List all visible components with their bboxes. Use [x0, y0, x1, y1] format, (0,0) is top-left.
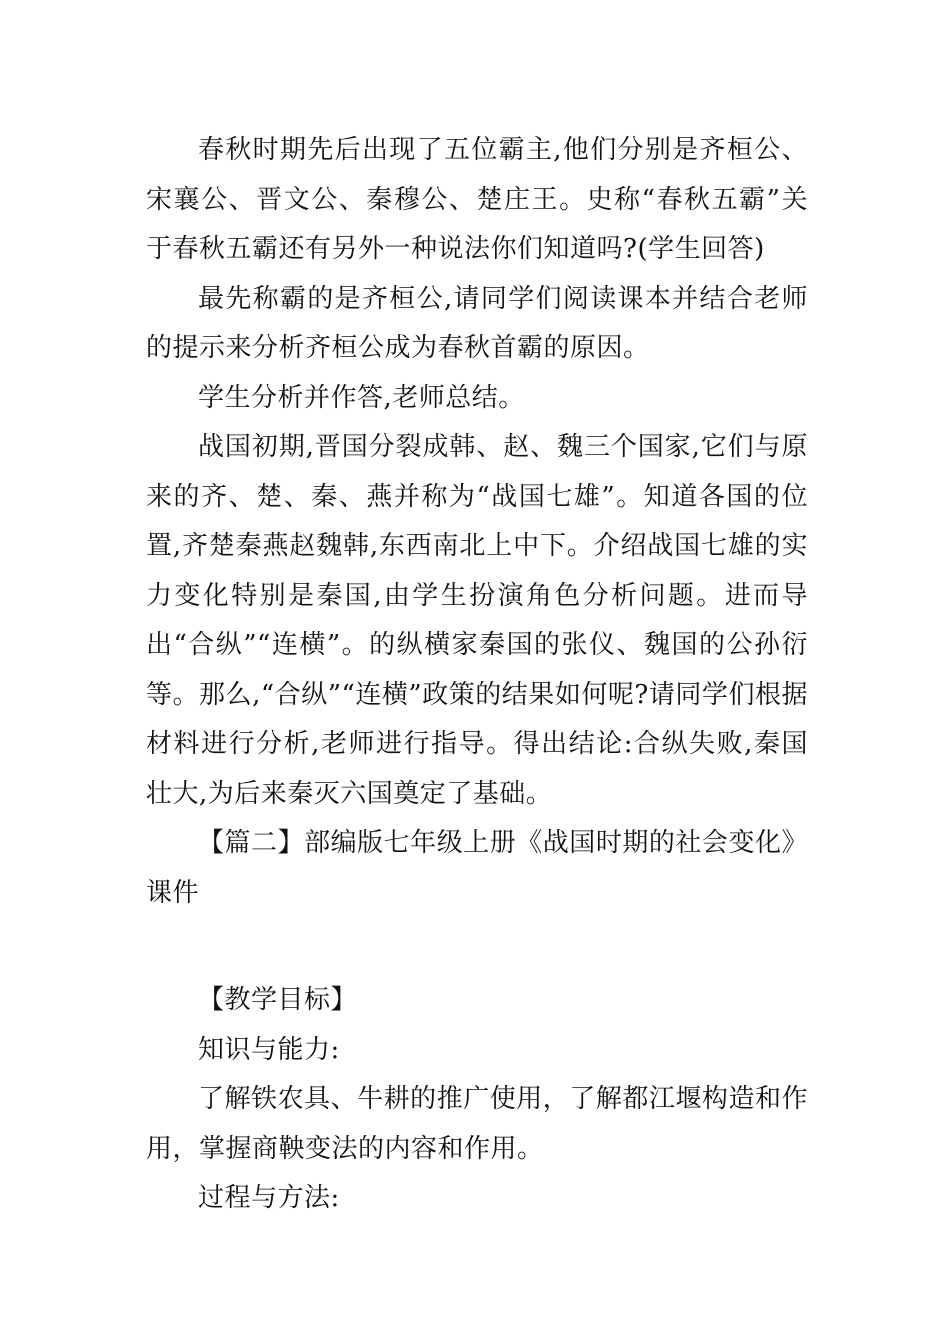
teaching-goals-heading: 【教学目标】	[198, 985, 358, 1015]
blank-line	[146, 918, 808, 976]
paragraph-duke-huan: 最先称霸的是齐桓公,请同学们阅读课本并结合老师的提示来分析齐桓公成为春秋首霸的原因。	[146, 283, 808, 363]
knowledge-ability-label: 知识与能力:	[198, 1034, 340, 1065]
paragraph-warring-states: 战国初期,晋国分裂成韩、赵、魏三个国家,它们与原来的齐、楚、秦、燕并称为“战国七雄”。知道各国的位置,齐楚秦燕赵魏韩,东西南北上中下。介绍战国七雄的实力变化特别是秦国,由学生扮演角色分析问题。进而导出“合纵”“连横”。的纵横家秦国的张仪、魏国的公孙衍等。那么,“合纵”“连横”政策的结果如何呢?请同学们根据材料进行分析,老师进行指导。得出结论:合纵失败,秦国壮大,为后来秦灭六国奠定了基础。	[146, 432, 808, 809]
process-method-label: 过程与方法:	[198, 1183, 340, 1213]
document-body	[146, 126, 808, 1224]
paragraph-spring-autumn-hegemons: 春秋时期先后出现了五位霸主,他们分别是齐桓公、宋襄公、晋文公、秦穆公、楚庄王。史称“春秋五霸”关于春秋五霸还有另外一种说法你们知道吗?(学生回答)	[146, 135, 808, 264]
paragraph-part-two-title: 【篇二】部编版七年级上册《战国时期的社会变化》课件	[146, 828, 808, 908]
knowledge-ability-text: 了解铁农具、牛耕的推广使用，了解都江堰构造和作用，掌握商鞅变法的内容和作用。	[146, 1084, 808, 1164]
paragraph-student-analysis: 学生分析并作答,老师总结。	[198, 382, 525, 413]
